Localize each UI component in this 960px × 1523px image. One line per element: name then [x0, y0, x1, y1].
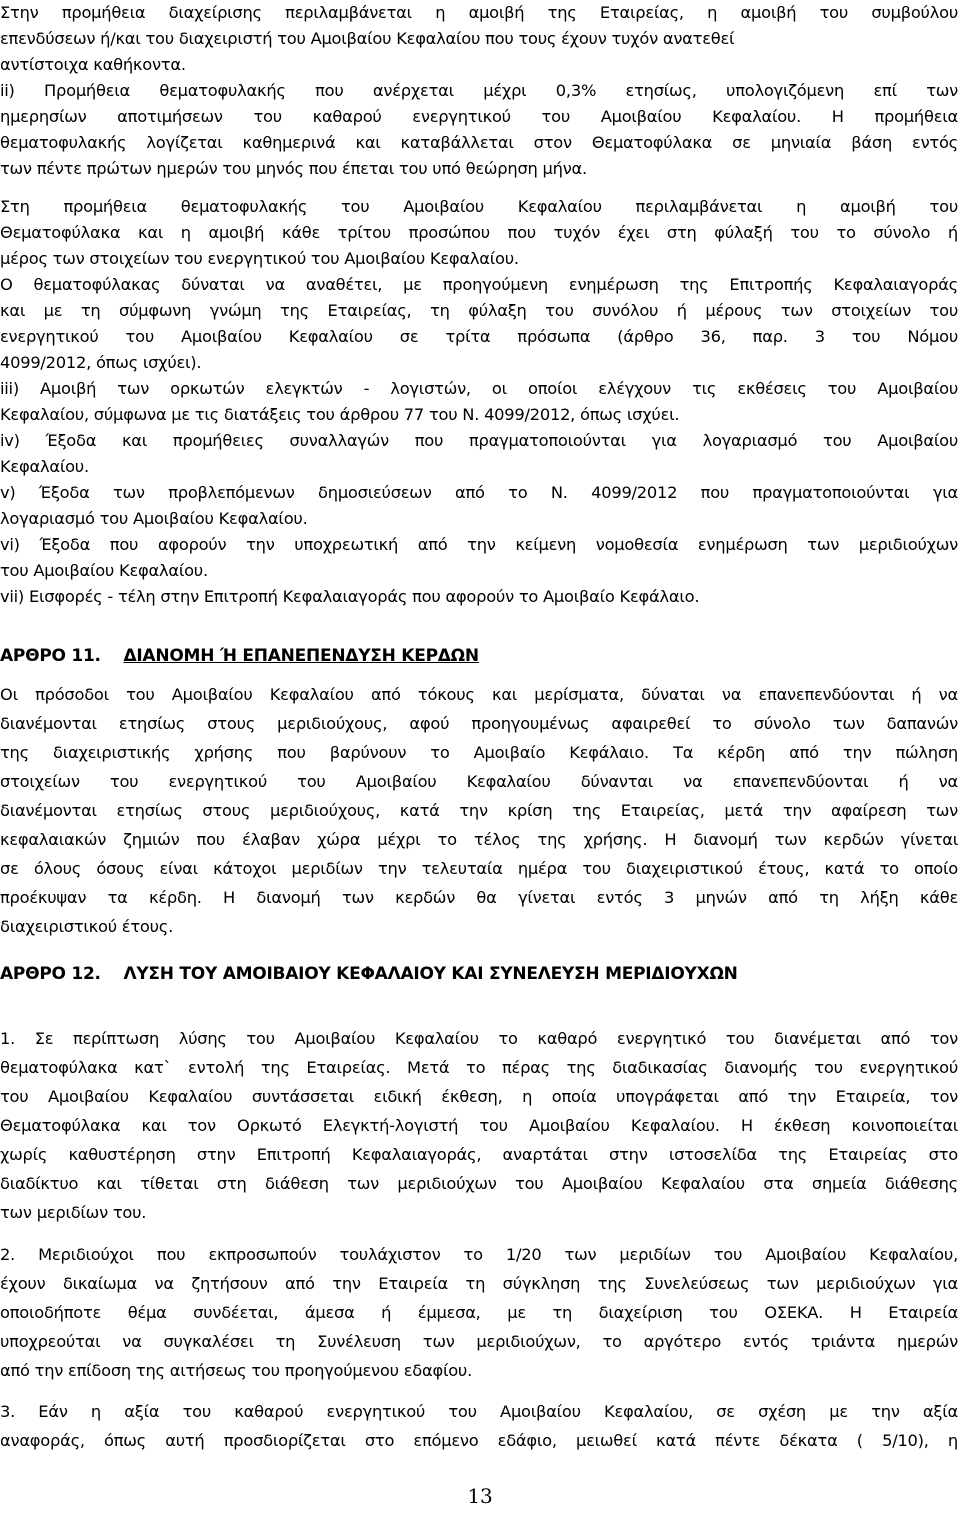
- text-line: λογαριασμό του Αμοιβαίου Κεφαλαίου.: [0, 509, 308, 528]
- article-12-label: ΑΡΘΡΟ 12.: [0, 964, 101, 984]
- text-line: Κεφαλαίου.: [0, 457, 89, 476]
- text-line: vi) Έξοδα που αφορούν την υποχρεωτική από την κείμενη νομοθεσία ενημέρωση των μεριδιούχων: [0, 535, 958, 554]
- text-line: iv) Έξοδα και προμήθειες συναλλαγών που πραγματοποιούνται για λογαριασμό του Αμοιβαίου: [0, 431, 958, 450]
- text-line: έχουν δικαίωμα να ζητήσουν από την Εταιρεία τη σύγκληση της Συνελεύσεως των μεριδιούχων για: [0, 1274, 958, 1293]
- text-line: διανέμονται ετησίως στους μεριδιούχους, αφού προηγουμένως αφαιρεθεί το σύνολο των δαπανών: [0, 714, 958, 733]
- text-line: διανέμονται ετησίως στους μεριδιούχους, κατά την κρίση της Εταιρείας, μετά την αφαίρεση των: [0, 801, 958, 820]
- text-line: ημερησίων αποτιμήσεων του καθαρού ενεργητικού του Αμοιβαίου Κεφαλαίου. Η προμήθεια: [0, 107, 958, 126]
- text-line: του Αμοιβαίου Κεφαλαίου.: [0, 561, 208, 580]
- text-line: Στη προμήθεια θεματοφυλακής του Αμοιβαίου Κεφαλαίου περιλαμβάνεται η αμοιβή του: [0, 197, 958, 216]
- text-line: αντίστοιχα καθήκοντα.: [0, 55, 186, 74]
- text-line: 1. Σε περίπτωση λύσης του Αμοιβαίου Κεφαλαίου το καθαρό ενεργητικό του διανέμεται από τον: [0, 1029, 958, 1048]
- text-line: της διαχειριστικής χρήσης που βαρύνουν το Αμοιβαίο Κεφάλαιο. Τα κέρδη από την πώληση: [0, 743, 958, 762]
- paragraph-custodian-delegation: [0, 272, 958, 610]
- text-line: ii) Προμήθεια θεματοφυλακής που ανέρχεται μέχρι 0,3% ετησίως, υπολογιζόμενη επί των: [0, 81, 958, 100]
- text-line: Οι πρόσοδοι του Αμοιβαίου Κεφαλαίου από τόκους και μερίσματα, δύναται να επανεπενδύονται ή να: [0, 685, 958, 704]
- text-line: θεματοφύλακα κατ` εντολή της Εταιρείας. Μετά το πέρας της διαδικασίας διανομής του ενεργητικού: [0, 1058, 958, 1077]
- text-line: iii) Αμοιβή των ορκωτών ελεγκτών - λογιστών, οι οποίοι ελέγχουν τις εκθέσεις του Αμοιβαίου: [0, 379, 958, 398]
- text-line: από την επίδοση της αιτήσεως του προηγούμενου εδαφίου.: [0, 1361, 473, 1380]
- article-12-item-1: [0, 1024, 958, 1227]
- text-line: αναφοράς, όπως αυτή προσδιορίζεται στο επόμενο εδάφιο, μειωθεί κατά πέντε δέκατα ( 5/10), η: [0, 1431, 958, 1450]
- text-line: 4099/2012, όπως ισχύει).: [0, 353, 202, 372]
- page-number: 13: [467, 1484, 493, 1508]
- article-11-label: ΑΡΘΡΟ 11.: [0, 646, 101, 666]
- text-line: των πέντε πρώτων ημερών του μηνός που έπεται του υπό θεώρηση μήνα.: [0, 159, 587, 178]
- text-line: στοιχείων του ενεργητικού του Αμοιβαίου Κεφαλαίου δύνανται να επανεπενδύονται ή να: [0, 772, 958, 791]
- text-line: του Αμοιβαίου Κεφαλαίου συντάσσεται ειδική έκθεση, η οποία υπογράφεται από την Εταιρεία, τον: [0, 1087, 958, 1106]
- text-line: των μεριδίων του.: [0, 1203, 147, 1222]
- text-line: 3. Εάν η αξία του καθαρού ενεργητικού του Αμοιβαίου Κεφαλαίου, σε σχέση με την αξία: [0, 1402, 958, 1421]
- text-line: θεματοφυλακής λογίζεται καθημερινά και καταβάλλεται στον Θεματοφύλακα σε μηνιαία βάση εντός: [0, 133, 958, 152]
- article-12-title: ΛΥΣΗ ΤΟΥ ΑΜΟΙΒΑΙΟΥ ΚΕΦΑΛΑΙΟΥ ΚΑΙ ΣΥΝΕΛΕΥΣΗ ΜΕΡΙΔΙΟΥΧΩΝ: [123, 964, 738, 984]
- text-line: Στην προμήθεια διαχείρισης περιλαμβάνεται η αμοιβή της Εταιρείας, η αμοιβή του συμβούλου: [0, 3, 958, 22]
- article-12-heading: [0, 964, 738, 984]
- text-line: μέρος των στοιχείων του ενεργητικού του Αμοιβαίου Κεφαλαίου.: [0, 249, 519, 268]
- text-line: διαδίκτυο και τίθεται στη διάθεση των μεριδιούχων του Αμοιβαίου Κεφαλαίου στα σημεία διάθεσης: [0, 1174, 958, 1193]
- article-12-item-2: [0, 1240, 958, 1385]
- text-line: οποιοδήποτε θέμα συνδέεται, άμεσα ή έμμεσα, με τη διαχείριση του ΟΣΕΚΑ. Η Εταιρεία: [0, 1303, 958, 1322]
- text-line: Κεφαλαίου, σύμφωνα με τις διατάξεις του άρθρου 77 του Ν. 4099/2012, όπως ισχύει.: [0, 405, 680, 424]
- text-line: σε όλους όσους είναι κάτοχοι μεριδίων την τελευταία ημέρα του διαχειριστικού έτους, κατά το οποίο: [0, 859, 958, 878]
- article-11-heading: [0, 646, 479, 666]
- text-line: επενδύσεων ή/και του διαχειριστή του Αμοιβαίου Κεφαλαίου που τους έχουν τυχόν ανατεθεί: [0, 29, 735, 48]
- text-line: vii) Εισφορές - τέλη στην Επιτροπή Κεφαλαιαγοράς που αφορούν το Αμοιβαίο Κεφάλαιο.: [0, 587, 700, 606]
- text-line: υποχρεούται να συγκαλέσει τη Συνέλευση των μεριδιούχων, το αργότερο εντός τριάντα ημερών: [0, 1332, 958, 1351]
- text-line: κεφαλαιακών ζημιών που έλαβαν χώρα μέχρι το τέλος της χρήσης. Η διανομή των κερδών γίνεται: [0, 830, 958, 849]
- article-11-title: ΔΙΑΝΟΜΗ Ή ΕΠΑΝΕΠΕΝΔΥΣΗ ΚΕΡΔΩΝ: [123, 646, 479, 666]
- paragraph-management-fee: [0, 0, 958, 182]
- text-line: v) Έξοδα των προβλεπόμενων δημοσιεύσεων από το Ν. 4099/2012 που πραγματοποιούνται για: [0, 483, 958, 502]
- article-12-item-3: [0, 1397, 958, 1455]
- text-line: χωρίς καθυστέρηση στην Επιτροπή Κεφαλαιαγοράς, αναρτάται στην ιστοσελίδα της Εταιρείας στο: [0, 1145, 958, 1164]
- text-line: ενεργητικού του Αμοιβαίου Κεφαλαίου σε τρίτα πρόσωπα (άρθρο 36, παρ. 3 του Νόμου: [0, 327, 958, 346]
- text-line: Θεματοφύλακα και η αμοιβή κάθε τρίτου προσώπου που τυχόν έχει στη φύλαξή του το σύνολο ή: [0, 223, 958, 242]
- text-line: προέκυψαν τα κέρδη. Η διανομή των κερδών θα γίνεται εντός 3 μηνών από τη λήξη κάθε: [0, 888, 958, 907]
- text-line: Ο θεματοφύλακας δύναται να αναθέτει, με προηγούμενη ενημέρωση της Επιτροπής Κεφαλαιαγοράς: [0, 275, 958, 294]
- article-11-body: [0, 680, 958, 941]
- text-line: και με τη σύμφωνη γνώμη της Εταιρείας, τη φύλαξη του συνόλου ή μέρους των στοιχείων του: [0, 301, 958, 320]
- text-line: διαχειριστικού έτους.: [0, 917, 174, 936]
- paragraph-custody-fee: [0, 194, 958, 272]
- text-line: Θεματοφύλακα και τον Ορκωτό Ελεγκτή-λογιστή του Αμοιβαίου Κεφαλαίου. Η έκθεση κοινοποιείται: [0, 1116, 958, 1135]
- text-line: 2. Μεριδιούχοι που εκπροσωπούν τουλάχιστον το 1/20 των μεριδίων του Αμοιβαίου Κεφαλαίου,: [0, 1245, 958, 1264]
